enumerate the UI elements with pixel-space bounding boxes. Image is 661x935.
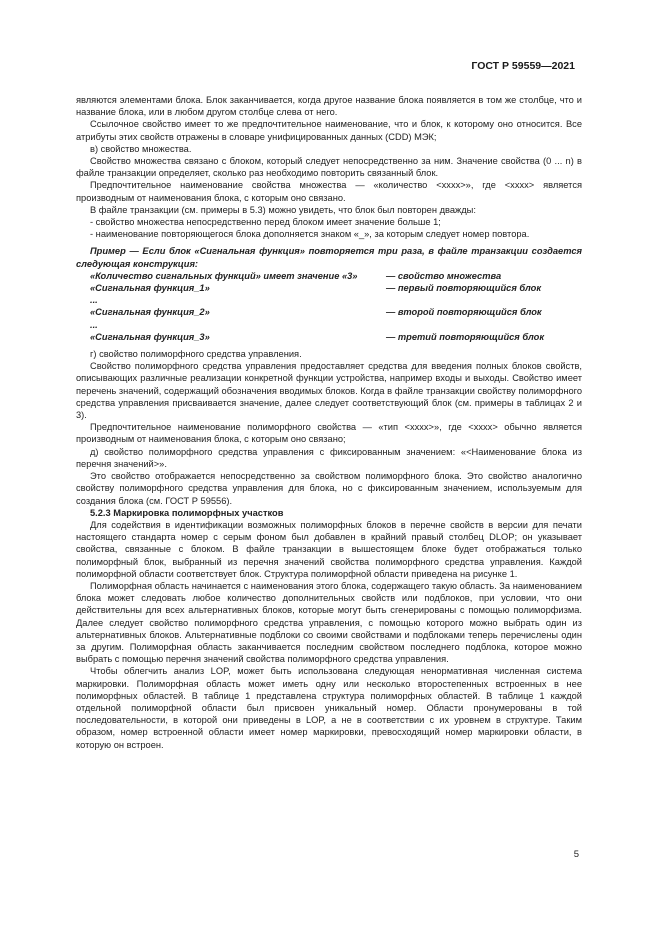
list-item: г) свойство полиморфного средства управления. [90,349,302,360]
example-left: ... [90,295,98,306]
example-right [372,319,582,331]
example-right: — свойство множества [386,270,502,281]
example-row [76,270,582,282]
paragraph: Предпочтительное наименование свойства множества — «количество <xxxx>», где <xxxx> является производным от наименования блока, с которым оно связано. [76,180,582,203]
example-left: «Количество сигнальных функций» имеет значение «3» [90,270,358,281]
paragraph: Ссылочное свойство имеет то же предпочтительное наименование, что и блок, к которому оно относится. Все атрибуты этих свойств отражены в словаре унифицированных данных (CDD) МЭК; [76,119,582,142]
list-item: - наименование повторяющегося блока дополняется знаком «_», за которым следует номер повтора. [90,229,530,240]
example-left: «Сигнальная функция_1» [90,283,210,294]
example-left: «Сигнальная функция_2» [90,307,210,318]
document-id: ГОСТ Р 59559—2021 [471,60,575,72]
example-row [76,306,582,318]
example-right [372,294,582,306]
example-row [76,319,582,331]
example-left: «Сигнальная функция_3» [90,331,210,342]
example-row [76,282,582,294]
list-item: - свойство множества непосредственно перед блоком имеет значение больше 1; [90,217,441,228]
example-intro: Пример — Если блок «Сигнальная функция» повторяется три раза, в файле транзакции создается следующая конструкция: [76,246,582,269]
paragraph: являются элементами блока. Блок заканчивается, когда другое название блока появляется в том же столбце, что и название блока, или в любом другом столбце слева от него. [76,95,582,118]
paragraph: Свойство полиморфного средства управления предоставляет средства для введения полных блоков свойств, описывающих различные реализации конкретной функции устройства, например входы и выходы. Свойство имеет перечень значений, содержащий обозначения вводимых блоков. Когда в файле транзакции свойству полиморфного средства управления присваивается значение, далее следует соответствующий блок (см. примеры в таблицах 2 и 3). [76,361,582,421]
example-row [76,294,582,306]
list-item: в) свойство множества. [90,143,192,154]
page-body [76,94,582,751]
paragraph: Чтобы облегчить анализ LOP, может быть использована следующая ненормативная численная система маркировки. Полиморфная область может иметь одну или несколько второстепенных встроенных в нее полиморфных областей. В таблице 1 представлена структура полиморфных областей. В таблице 1 каждой отдельной полиморфной области был присвоен уникальный номер. Области пронумерованы в той последовательности, в которой они приведены в LOP, а не в соответствии с их уровнем в структуре. Таким образом, номер встроенной области имеет номер маркировки, превосходящий номер маркировки области, в которую он встроен. [76,666,582,750]
example-row [76,331,582,343]
paragraph: Полиморфная область начинается с наименования этого блока, содержащего такую область. За наименованием блока может следовать любое количество дополнительных свойств или подблоков, при условии, что они действительны для всех альтернативных блоков, которые могут быть сгенерированы с помощью полиморфизма. Далее следует свойство полиморфного средства управления, с помощью которого можно выбрать один из альтернативных блоков. Альтернативные подблоки со своими свойствами и подблоками теперь перечислены один за другим. Полиморфная область заканчивается последним свойством последнего подблока, которое можно выбрать с помощью перечня значений свойства полиморфного средства управления. [76,580,582,665]
example-right: — второй повторяющийся блок [386,307,542,318]
paragraph: Это свойство отображается непосредственно за свойством полиморфного блока. Это свойство аналогично свойству полиморфного средства управления для блока, но с фиксированным значением, используемым для создания блока (см. ГОСТ Р 59556). [76,471,582,506]
page-number: 5 [573,849,579,860]
paragraph: В файле транзакции (см. примеры в 5.3) можно увидеть, что блок был повторен дважды: [90,204,476,215]
example-block [76,270,582,343]
section-heading: 5.2.3 Маркировка полиморфных участков [90,507,284,518]
example-right: — первый повторяющийся блок [386,283,542,294]
list-item: д) свойство полиморфного средства управления с фиксированным значением: «<Наименование блока из перечня значений>». [76,446,582,469]
example-right: — третий повторяющийся блок [386,331,545,342]
paragraph: Свойство множества связано с блоком, который следует непосредственно за ним. Значение свойства (0 ... n) в файле транзакции определяет, сколько раз необходимо повторить связанный блок. [76,156,582,179]
example-left: ... [90,319,98,330]
paragraph: Для содействия в идентификации возможных полиморфных блоков в перечне свойств в версии для печати настоящего стандарта номер с серым фоном был добавлен в крайний правый столбец DLOP; он указывает свойства, связанные с блоком. В файле транзакции в вышестоящем блоке будет отображаться только полиморфный блок, выбранный из перечня значений свойства полиморфного средства управления. Каждой полиморфной области соответствует блок. Структура полиморфной области приведена на рисунке 1. [76,519,582,579]
paragraph: Предпочтительное наименование полиморфного свойства — «тип <xxxx>», где <xxxx> обычно является производным от наименования блока, с которым оно связано; [76,422,582,445]
